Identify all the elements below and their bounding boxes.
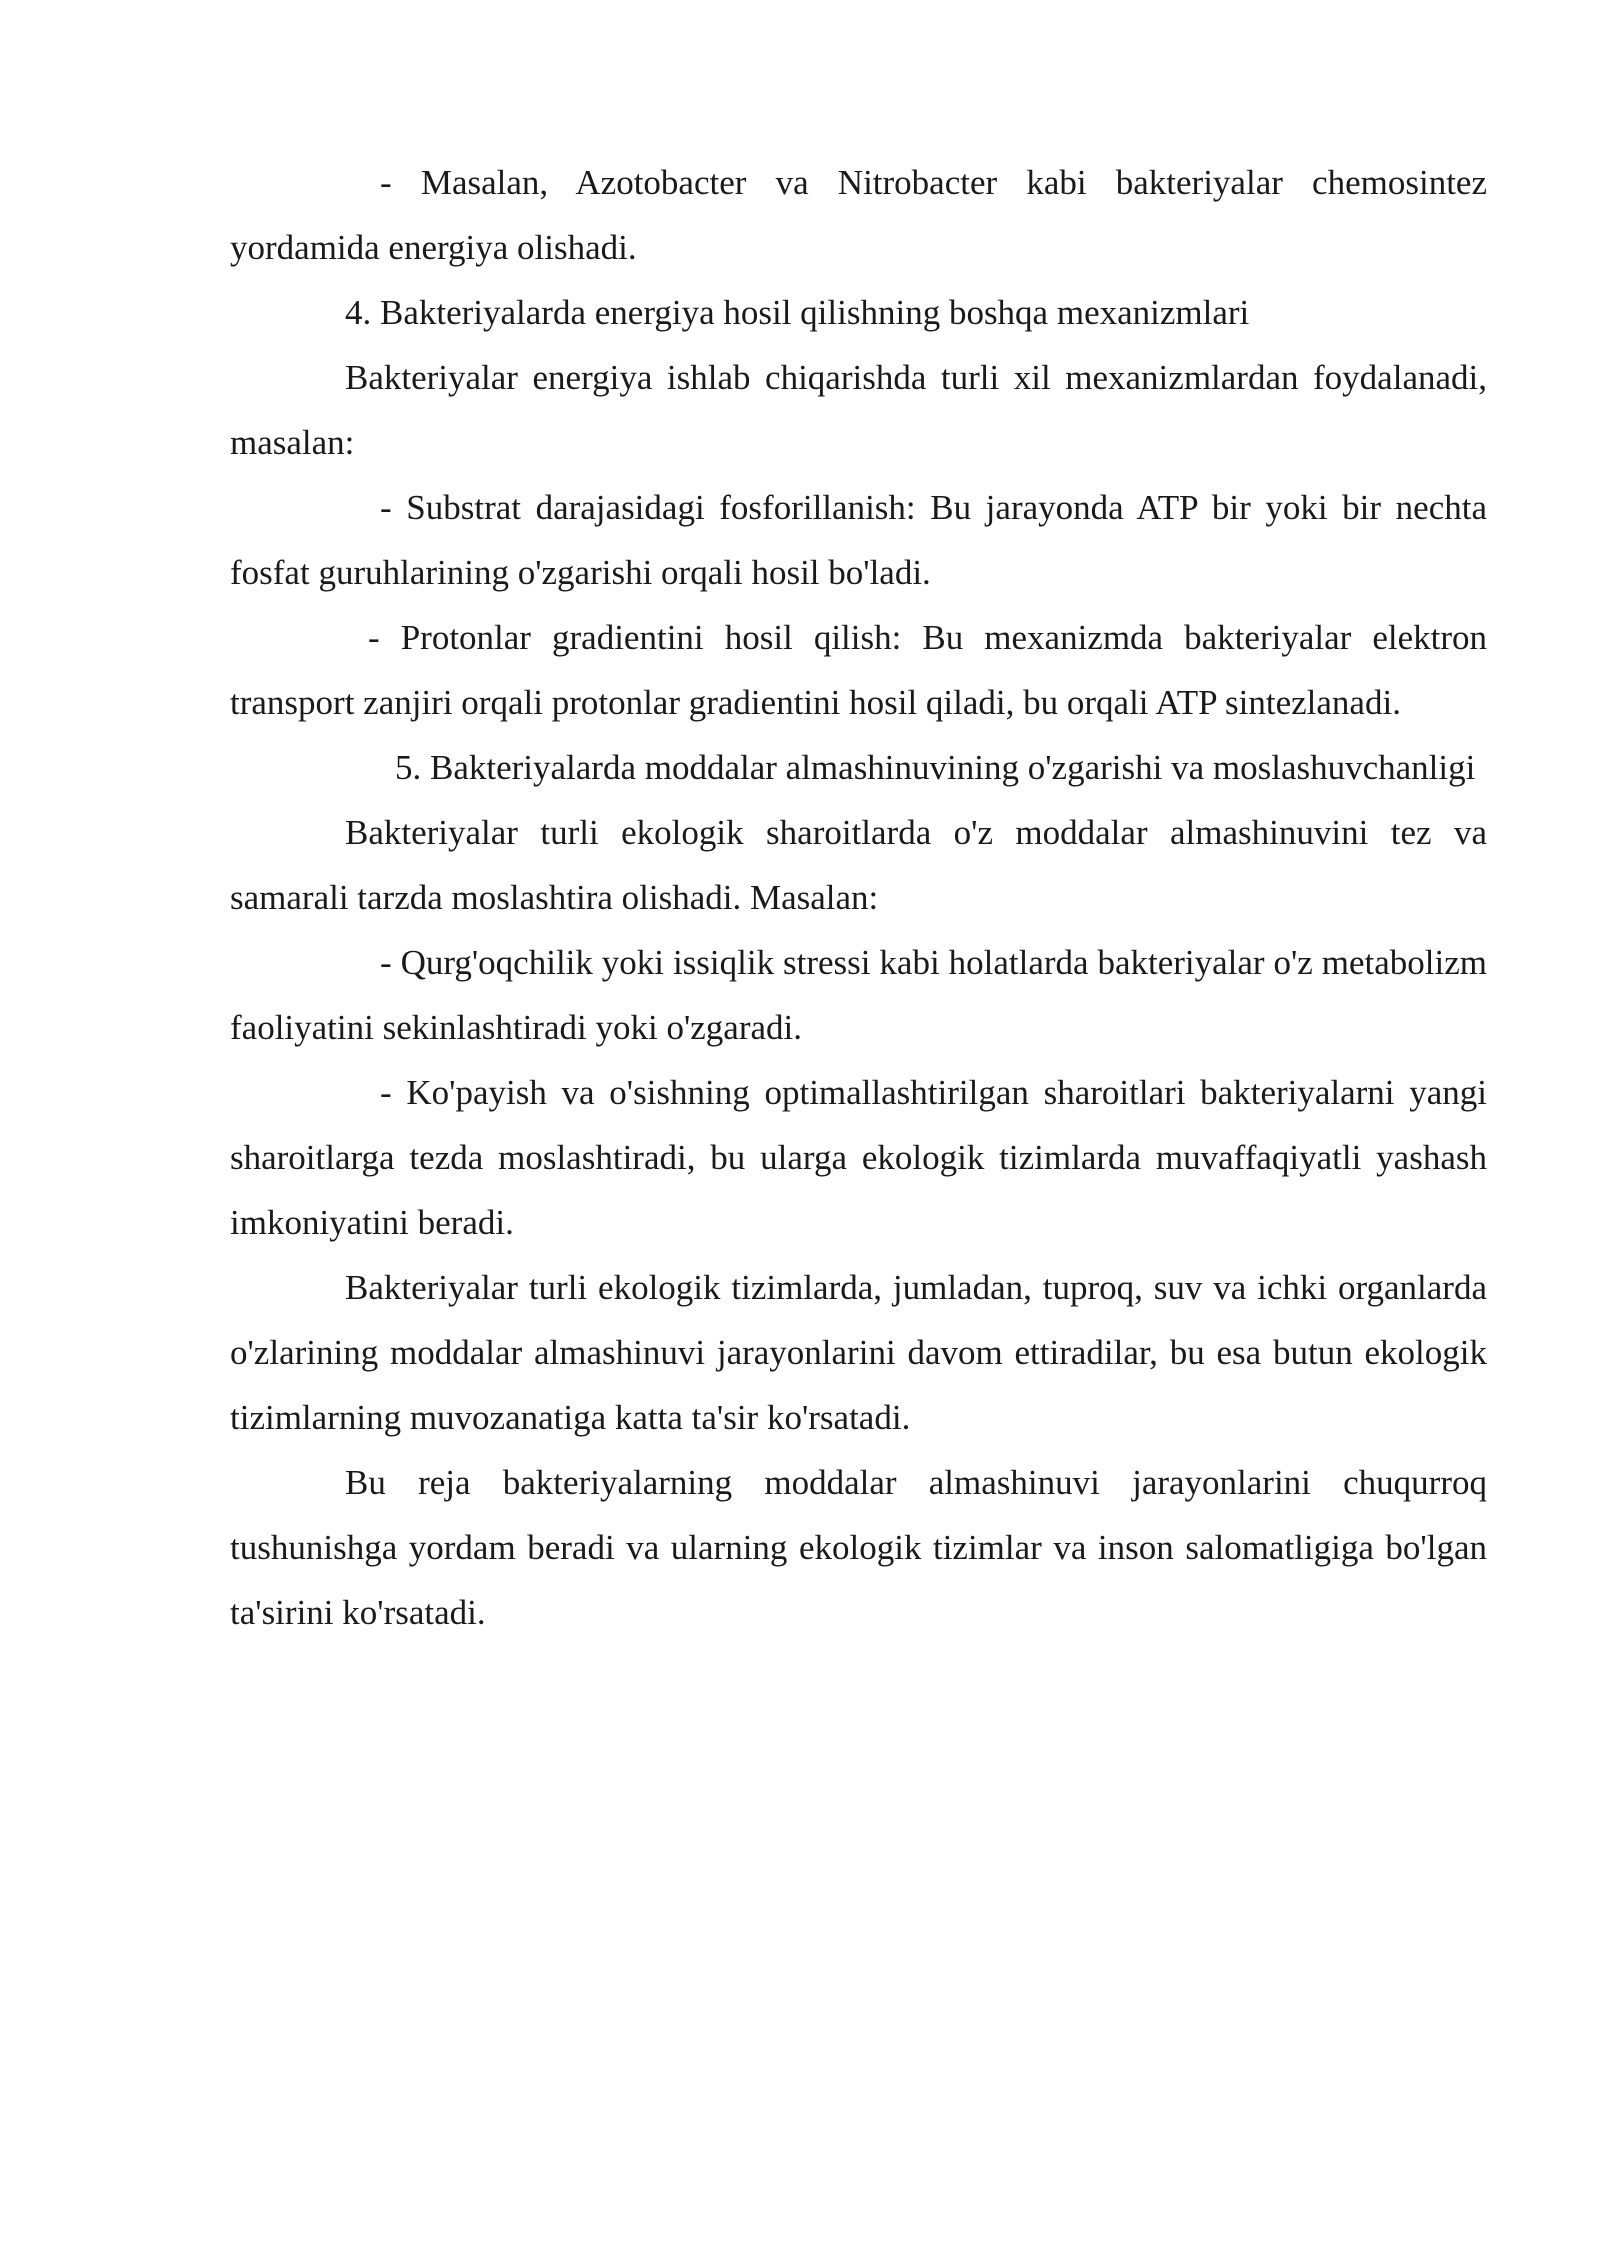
paragraph-bullet-azotobacter: - Masalan, Azotobacter va Nitrobacter kabi bakteriyalar chemosintez yordamida energiya olishadi. <box>230 163 1487 267</box>
section-heading-5: 5. Bakteriyalarda moddalar almashinuvining o'zgarishi va moslashuvchanligi <box>395 748 1476 787</box>
paragraph-bullet-growth-conditions: - Ko'payish va o'sishning optimallashtirilgan sharoitlari bakteriyalarni yangi sharoitlarga tezda moslashtiradi, bu ularga ekologik tizimlarda muvaffaqiyatli yashash imkoniyatini beradi. <box>230 1073 1487 1242</box>
section-heading-4: 4. Bakteriyalarda energiya hosil qilishning boshqa mexanizmlari <box>345 293 1250 332</box>
document-body <box>230 150 1487 1645</box>
paragraph-bullet-proton-gradient: - Protonlar gradientini hosil qilish: Bu mexanizmda bakteriyalar elektron transport zanjiri orqali protonlar gradientini hosil qiladi, bu orqali ATP sintezlanadi. <box>230 618 1487 722</box>
paragraph-bullet-substrate-phosphorylation: - Substrat darajasidagi fosforillanish: Bu jarayonda ATP bir yoki bir nechta fosfat guruhlarining o'zgarishi orqali hosil bo'ladi. <box>230 488 1487 592</box>
paragraph-ecological-systems: Bakteriyalar turli ekologik tizimlarda, jumladan, tuproq, suv va ichki organlarda o'zlarining moddalar almashinuvi jarayonlarini davom ettiradilar, bu esa butun ekologik tizimlarning muvozanatiga katta ta'sir ko'rsatadi. <box>230 1268 1487 1437</box>
paragraph-bullet-drought-stress: - Qurg'oqchilik yoki issiqlik stressi kabi holatlarda bakteriyalar o'z metabolizm faoliyatini sekinlashtiradi yoki o'zgaradi. <box>230 943 1487 1047</box>
paragraph-adaptation-intro: Bakteriyalar turli ekologik sharoitlarda o'z moddalar almashinuvini tez va samarali tarzda moslashtira olishadi. Masalan: <box>230 813 1487 917</box>
paragraph-mechanisms-intro: Bakteriyalar energiya ishlab chiqarishda turli xil mexanizmlardan foydalanadi, masalan: <box>230 358 1487 462</box>
paragraph-plan-conclusion: Bu reja bakteriyalarning moddalar almashinuvi jarayonlarini chuqurroq tushunishga yordam beradi va ularning ekologik tizimlar va inson salomatligiga bo'lgan ta'sirini ko'rsatadi. <box>230 1463 1487 1632</box>
